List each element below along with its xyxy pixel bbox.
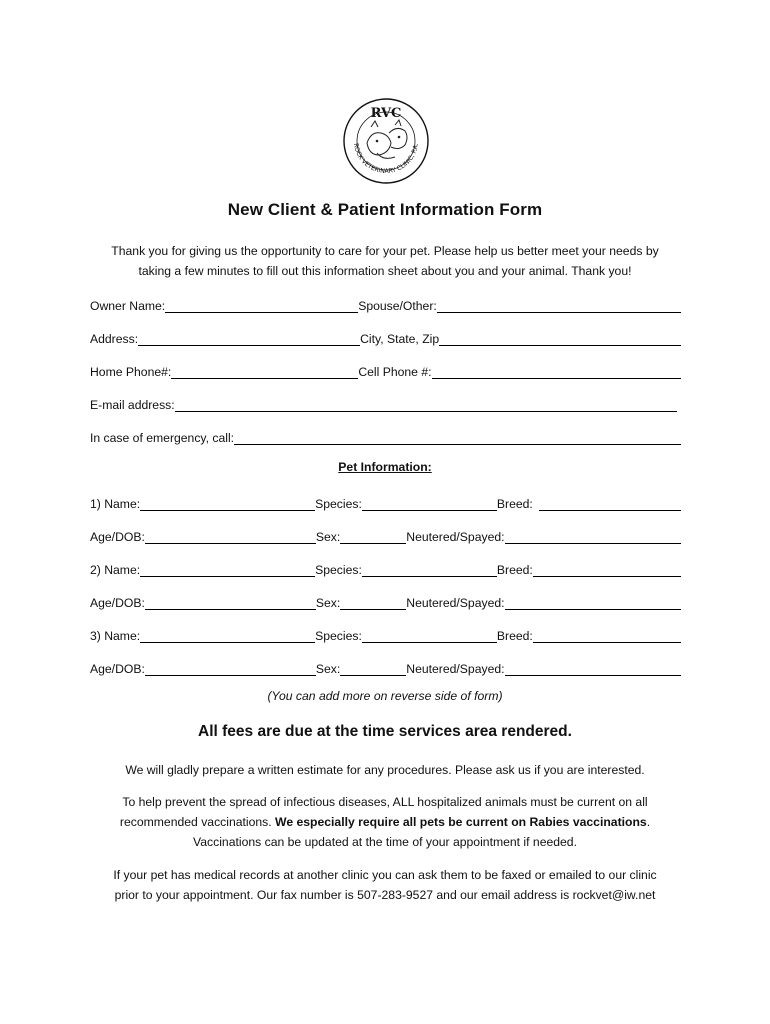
fees-heading: All fees are due at the time services area rendered. [198,723,572,740]
address-label: Address: [90,332,139,346]
cell-phone-field[interactable] [432,365,682,379]
breed-field[interactable] [533,629,681,643]
pet-1-age-row [90,526,681,544]
intro-text [80,241,690,281]
pet-2-age-row [90,592,681,610]
email-field[interactable] [175,398,677,412]
species-label: Species: [315,563,362,577]
logo-initials: RVC [370,106,402,121]
owner-name-label: Owner Name: [90,299,166,313]
age-label: Age/DOB: [90,530,145,544]
pet-name-label: 2) Name: [90,563,141,577]
age-label: Age/DOB: [90,596,145,610]
neutered-field[interactable] [505,662,681,676]
records-line-2: prior to your appointment. Our fax number is 507-283-9527 and our email address is rockvet@iw.net [114,888,656,902]
email-row [90,394,681,412]
records-line-1: If your pet has medical records at another clinic you can ask them to be faxed or emailed to our clinic [113,868,657,882]
breed-field[interactable] [539,497,681,511]
vaccination-paragraph [60,792,710,852]
phone-row [90,361,681,379]
pet-1-name-row [90,493,681,511]
neutered-field[interactable] [505,596,681,610]
species-label: Species: [315,629,362,643]
owner-name-row [90,295,681,313]
owner-name-field[interactable] [165,299,358,313]
intro-line-2: taking a few minutes to fill out this information sheet about you and your animal. Thank you! [138,264,632,278]
logo-ring-text: ROCK VETERINARY CLINIC, P.A. [352,142,420,176]
neutered-field[interactable] [505,530,681,544]
breed-label: Breed: [496,629,533,643]
home-phone-label: Home Phone#: [90,365,172,379]
clinic-logo [341,93,431,189]
city-field[interactable] [439,332,681,346]
intro-line-1: Thank you for giving us the opportunity to care for your pet. Please help us better meet your needs by [111,244,659,258]
neutered-label: Neutered/Spayed: [406,596,505,610]
sex-field[interactable] [340,662,406,676]
age-field[interactable] [145,662,316,676]
age-label: Age/DOB: [90,662,145,676]
vaccination-line-3: Vaccinations can be updated at the time of your appointment if needed. [193,835,577,849]
city-label: City, State, Zip [360,332,440,346]
breed-label: Breed: [496,497,533,511]
emergency-label: In case of emergency, call: [90,431,235,445]
sex-label: Sex: [315,662,341,676]
vaccination-line-2-start: recommended vaccinations. [119,815,276,829]
species-field[interactable] [362,497,497,511]
reverse-side-note: (You can add more on reverse side of form) [267,689,503,703]
pet-name-field[interactable] [140,497,315,511]
sex-label: Sex: [315,530,341,544]
pet-name-label: 1) Name: [90,497,141,511]
vaccination-line-2 [60,812,710,832]
breed-label: Breed: [496,563,533,577]
sex-label: Sex: [315,596,341,610]
email-label: E-mail address: [90,398,175,412]
species-field[interactable] [362,629,497,643]
age-field[interactable] [145,596,316,610]
spouse-label: Spouse/Other: [358,299,437,313]
pet-info-heading: Pet Information: [338,460,432,474]
form-title: New Client & Patient Information Form [227,200,543,219]
pet-3-age-row [90,658,681,676]
sex-field[interactable] [340,530,406,544]
species-label: Species: [315,497,362,511]
estimate-paragraph [60,760,710,780]
spouse-field[interactable] [437,299,681,313]
estimate-text: We will gladly prepare a written estimate for any procedures. Please ask us if you are interested. [125,763,645,777]
pet-name-label: 3) Name: [90,629,141,643]
age-field[interactable] [145,530,316,544]
records-paragraph [60,865,710,905]
svg-text:ROCK VETERINARY CLINIC, P.A. [352,143,420,175]
sex-field[interactable] [340,596,406,610]
neutered-label: Neutered/Spayed: [406,662,505,676]
pet-3-name-row [90,625,681,643]
pet-name-field[interactable] [140,563,315,577]
vaccination-line-1: To help prevent the spread of infectious diseases, ALL hospitalized animals must be current on all [122,795,648,809]
home-phone-field[interactable] [171,365,358,379]
cell-phone-label: Cell Phone #: [358,365,432,379]
neutered-label: Neutered/Spayed: [406,530,505,544]
breed-field[interactable] [533,563,681,577]
emergency-field[interactable] [234,431,681,445]
pet-name-field[interactable] [140,629,315,643]
rabies-requirement: We especially require all pets be current on Rabies vaccinations [275,815,647,829]
emergency-row [90,427,681,445]
vaccination-line-2-end: . [646,815,651,829]
address-field[interactable] [138,332,360,346]
species-field[interactable] [362,563,497,577]
pet-2-name-row [90,559,681,577]
address-row [90,328,681,346]
